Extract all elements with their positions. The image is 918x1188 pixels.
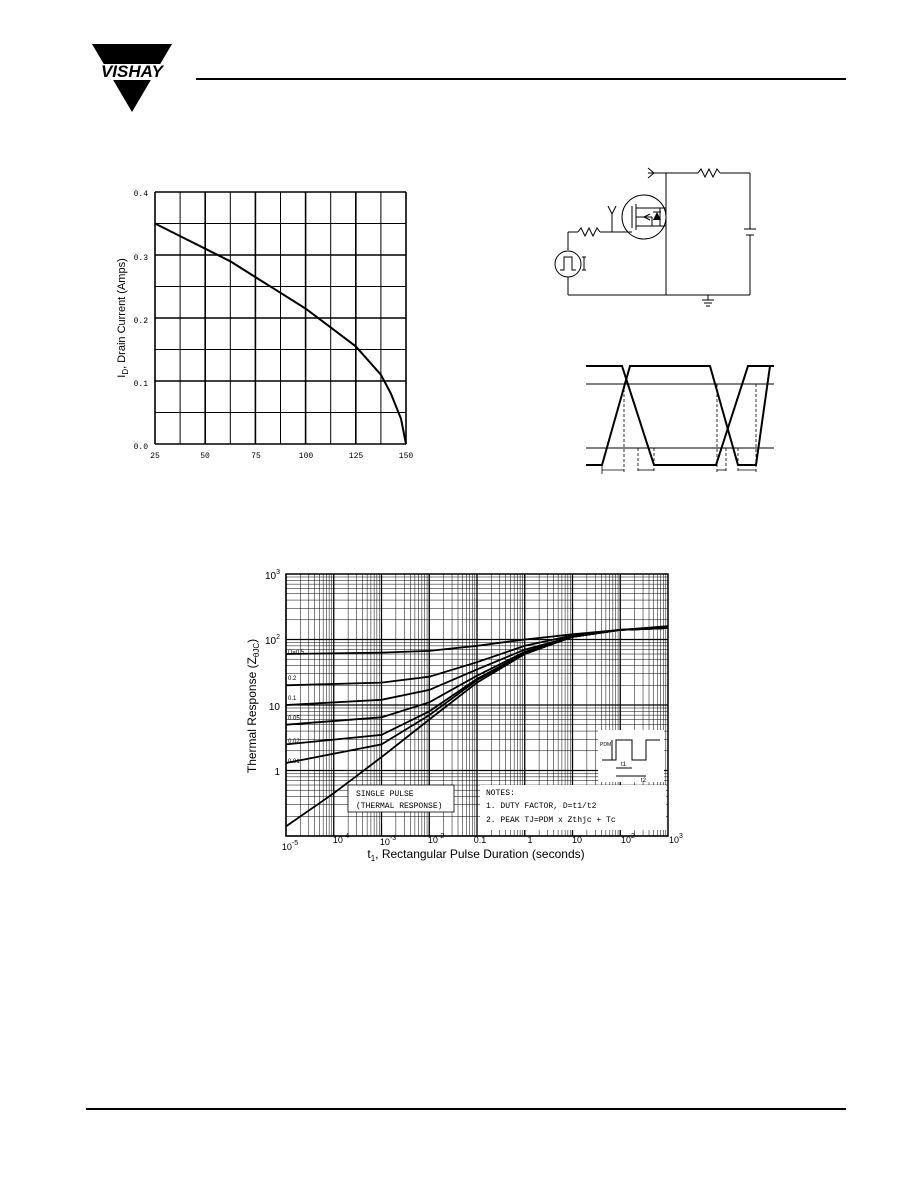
note-duty-factor: 1. DUTY FACTOR, D=t1/t2 <box>486 802 597 811</box>
thermal-response-label: (THERMAL RESPONSE) <box>356 802 443 811</box>
drain-y-axis-label: $I_D$, Drain Current (Amps) <box>116 258 130 378</box>
curve-label-02: 0.2 <box>288 676 297 682</box>
x-tick-1000: $10^3$ <box>669 833 683 845</box>
footer-rule <box>86 1108 846 1110</box>
x-tick-125: 125 <box>348 452 364 461</box>
x-tick-25: 25 <box>150 452 160 461</box>
x-tick-100: 100 <box>298 452 314 461</box>
y-tick-1000: $10^3$ <box>264 569 280 582</box>
curve-label-001: 0.01 <box>288 759 300 765</box>
vishay-logo <box>86 42 178 114</box>
logo-text: VISHAY <box>100 62 164 81</box>
curve-label-002: 0.02 <box>288 739 300 745</box>
thermal-y-axis-label: Thermal Response $(Z_{\theta JC})$ <box>245 638 261 774</box>
thermal-response-chart <box>240 560 690 870</box>
curve-label-01: 0.1 <box>288 696 297 702</box>
single-pulse-label: SINGLE PULSE <box>356 790 414 799</box>
drain-current-chart <box>110 178 420 468</box>
y-tick-1: 1 <box>274 767 280 778</box>
inset-t2-label: t2 <box>641 778 647 784</box>
x-tick-10: 10 <box>571 835 583 845</box>
note-peak-tj: 2. PEAK TJ=PDM x Zthjc + Tc <box>486 816 616 825</box>
notes-title: NOTES: <box>486 789 515 798</box>
y-tick-01: 0.1 <box>133 380 148 389</box>
x-tick-50: 50 <box>200 452 210 461</box>
x-tick-1: 1 <box>527 835 533 845</box>
x-tick-1e-5: $10^{-5}$ <box>281 840 299 852</box>
x-tick-1e-3: $10^{-3}$ <box>379 835 397 847</box>
header-rule <box>196 78 846 80</box>
x-tick-1e-2: $10^{-2}$ <box>427 833 445 845</box>
curve-label-005: 0.05 <box>288 716 300 722</box>
x-tick-100: $10^2$ <box>621 833 635 845</box>
test-circuit-schematic <box>548 162 758 310</box>
inset-t1-label: t1 <box>621 762 627 768</box>
x-tick-150: 150 <box>398 452 414 461</box>
y-tick-03: 0.3 <box>133 254 148 263</box>
y-tick-02: 0.2 <box>133 317 148 326</box>
y-tick-00: 0.0 <box>133 443 148 452</box>
y-tick-04: 0.4 <box>133 190 148 199</box>
inset-pdm-label: PDM <box>600 742 612 748</box>
x-tick-1e-4: $10^{-4}$ <box>332 833 350 845</box>
thermal-x-axis-label: $t_1$, Rectangular Pulse Duration (seconds) <box>367 847 585 863</box>
x-tick-75: 75 <box>251 452 261 461</box>
y-tick-100: $10^2$ <box>264 634 280 647</box>
y-tick-10: 10 <box>268 702 280 713</box>
curve-label-d05: D=0.5 <box>288 650 305 656</box>
switching-waveform <box>582 360 778 482</box>
x-tick-0-1: 0.1 <box>473 835 487 845</box>
